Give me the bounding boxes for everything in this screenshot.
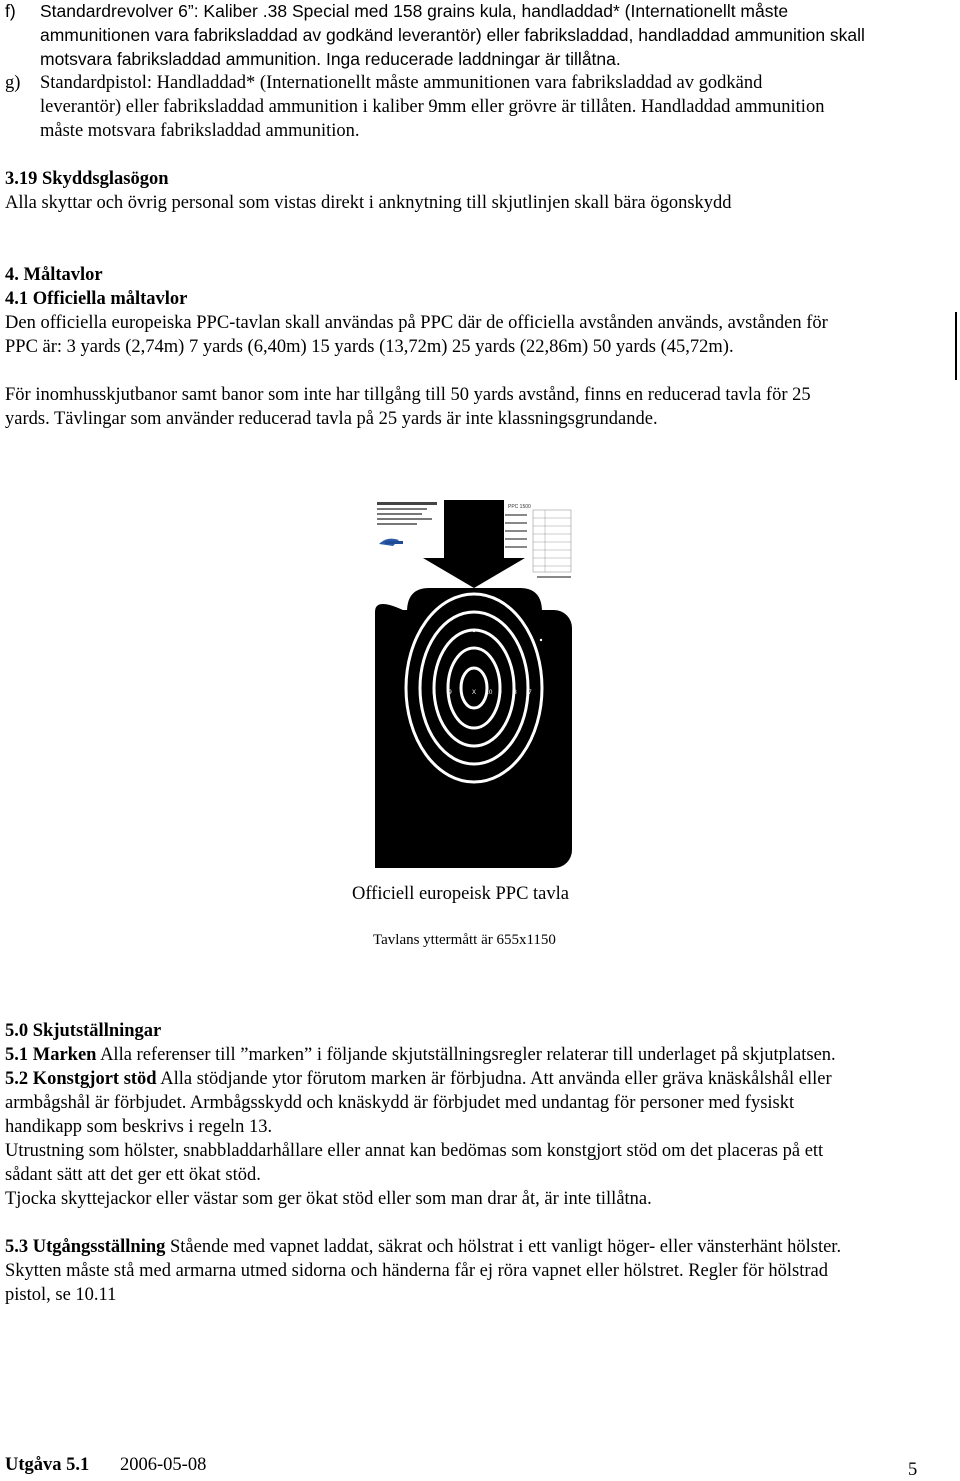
section-4-heading: 4. Måltavlor (5, 265, 103, 285)
rule-5-2-line-2: armbågshål är förbjudet. Armbågsskydd och knäskydd är förbjudet med undantag för personer med fysiskt (5, 1093, 795, 1113)
footer-edition: Utgåva 5.1 (5, 1455, 90, 1475)
ring-value: 8 (513, 690, 517, 696)
section-5-heading: 5.0 Skjutställningar (5, 1021, 162, 1041)
section-4-1-p1-line-1: Den officiella europeiska PPC-tavlan skall användas på PPC där de officiella avstånden används, avstånden för (5, 313, 828, 333)
rule-5-3 (5, 1236, 841, 1258)
rule-5-3-label: 5.3 Utgångsställning (5, 1237, 166, 1257)
page-number: 5 (908, 1460, 918, 1480)
rule-5-2-line-4: Utrustning som hölster, snabbladdarhållare eller annat kan bedömas som konstgjort stöd om det placeras på ett (5, 1141, 824, 1161)
rule-5-1-text: Alla referenser till ”marken” i följande skjutställningsregler relaterar till underlaget på skjutplatsen. (96, 1045, 836, 1065)
ring-value: 10 (485, 690, 493, 696)
section-3-19-body: Alla skyttar och övrig personal som vistas direkt i anknytning till skjutlinjen skall bära ögonskydd (5, 193, 732, 213)
target-header-title: PPC 1500 (508, 504, 531, 510)
rule-5-1-label: 5.1 Marken (5, 1045, 97, 1065)
rule-5-2-label: 5.2 Konstgjort stöd (5, 1069, 157, 1089)
rule-5-2-line-5: sådant sätt att det ger ett ökat stöd. (5, 1165, 261, 1185)
ring-value: 8 (432, 690, 436, 696)
item-g-label: g) (5, 73, 21, 93)
footer-date: 2006-05-08 (120, 1455, 207, 1475)
item-g-line-3: måste motsvara fabriksladdad ammunition. (40, 121, 360, 141)
ring-value: 9 (498, 690, 502, 696)
figure-caption: Officiell europeisk PPC tavla (352, 884, 569, 904)
rule-5-3-line-2: Skytten måste stå med armarna utmed sidorna och händerna får ej röra vapnet eller hölstret. Regler för hölstrad (5, 1261, 828, 1281)
ring-value: X (471, 690, 477, 696)
figure-note: Tavlans yttermått är 655x1150 (373, 932, 556, 948)
rule-5-3-line-3: pistol, se 10.11 (5, 1285, 117, 1305)
rule-5-3-line-1: Stående med vapnet laddat, säkrat och hölstrat i ett vanligt höger- eller vänsterhänt hölster. (165, 1237, 842, 1257)
rule-5-2-line-1: Alla stödjande ytor förutom marken är förbjudna. Att använda eller gräva knäskålshål eller (156, 1069, 832, 1089)
ring-value: 9 (448, 690, 452, 696)
change-bar (955, 312, 957, 380)
ring-value: 7 (528, 690, 532, 696)
rule-5-2-line-3: handikapp som beskrivs i regeln 13. (5, 1117, 273, 1137)
ppc-target-image (375, 500, 574, 868)
section-4-1-p2-line-2: yards. Tävlingar som använder reducerad tavla på 25 yards är inte klassningsgrundande. (5, 409, 658, 429)
item-f-line-2: ammunitionen vara fabriksladdad av godkänd leverantör) eller fabriksladdad, handladdad ammunition skall (40, 25, 865, 45)
section-4-1-p1-line-2: PPC är: 3 yards (2,74m) 7 yards (6,40m) 15 yards (13,72m) 25 yards (22,86m) 50 yards (45,72m). (5, 337, 734, 357)
section-4-1-heading: 4.1 Officiella måltavlor (5, 289, 188, 309)
rule-5-1 (5, 1044, 836, 1066)
section-3-19-heading: 3.19 Skyddsglasögon (5, 169, 169, 189)
item-f-line-1: Standardrevolver 6”: Kaliber .38 Special med 158 grains kula, handladdad* (Internationellt måste (40, 1, 789, 21)
item-f-line-3: motsvara fabriksladdad ammunition. Inga reducerade laddningar är tillåtna. (40, 49, 621, 69)
section-4-1-p2-line-1: För inomhusskjutbanor samt banor som inte har tillgång till 50 yards avstånd, finns en reducerad tavla för 25 (5, 385, 811, 405)
rule-5-2-line-6: Tjocka skyttejackor eller västar som ger ökat stöd eller som man drar åt, är inte tillåtna. (5, 1189, 652, 1209)
item-f-label: f) (5, 1, 16, 21)
rule-5-2 (5, 1068, 832, 1090)
item-g-line-2: leverantör) eller fabriksladdad ammunition i kaliber 9mm eller grövre är tillåten. Handladdad ammunition (40, 97, 825, 117)
ring-value: 7 (418, 690, 422, 696)
item-g-line-1: Standardpistol: Handladdad* (Internationellt måste ammunitionen vara fabriksladdad av godkänd (40, 73, 763, 93)
